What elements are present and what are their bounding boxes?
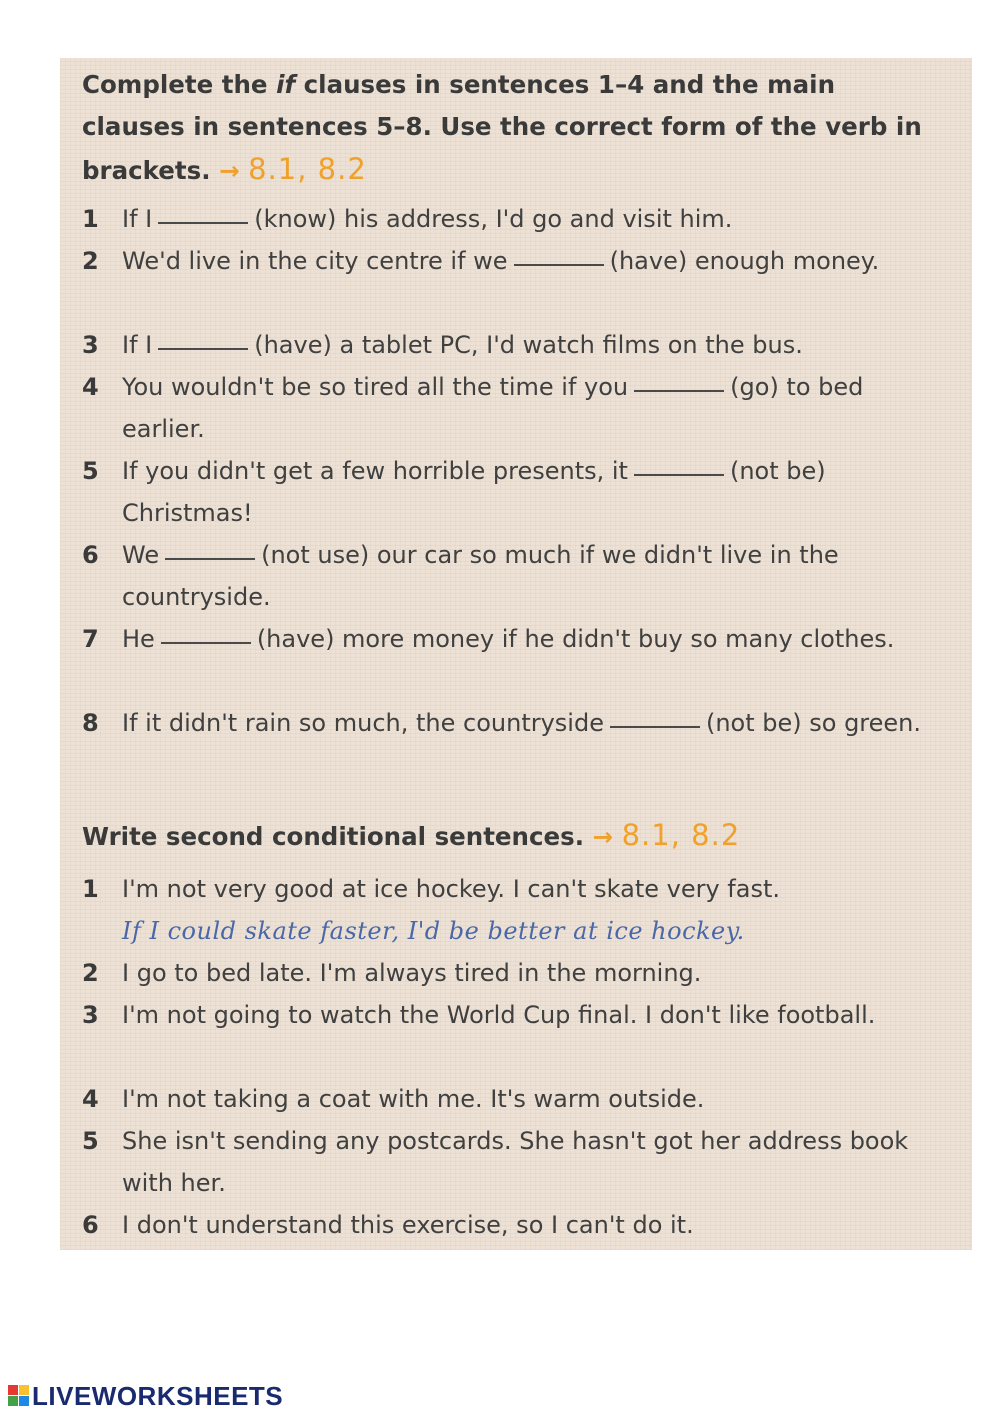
answer-blank[interactable] (634, 474, 724, 476)
answer-blank[interactable] (158, 348, 248, 350)
arrow-icon: → (592, 822, 614, 851)
answer-blank[interactable] (634, 390, 724, 392)
exercise2-instruction: Write second conditional sentences. → 8.1, 8.2 (82, 818, 741, 852)
worksheet-page: Complete the if clauses in sentences 1–4 and the main clauses in sentences 5–8. Use the correct form of the verb in brackets. → 8.1, 8.2 1 If I (know) his address, I'd go and visit him. 2 We'd live in the city centre if we (have) enough money. 3 If I (have) a tablet PC, I'd watch films on the bus. 4 You wouldn't be so tired all the time if you (go) to bed earlier. 5 If you didn't get a few horrible presents, it (not be) Christmas! 6 We (not use) our car so much if we didn't live in the countryside. 7 He (have) more money if he didn't buy so many clothes. 8 If it didn't rain so much, the countryside (not be) so green. Write second conditional sentences. → 8.1, 8.2 1 I'm not very good at ice hockey. I can't skate very fast. If I could skate faster, I'd be better at ice hockey. 2 I go to bed late. I'm always tired in the morning. 3 I'm not going to watch the World Cup final. I don't like football. 4 I'm not taking a coat with me. It's warm outside. 5 She isn't sending any postcards. She hasn't got her address book with her. 6 I don't understand this exercise, so I can't do it. (60, 58, 972, 1250)
grammar-reference: 8.1, 8.2 (248, 152, 367, 186)
brand-name: LIVEWORKSHEETS (32, 1380, 284, 1411)
answer-blank[interactable] (158, 222, 248, 224)
grammar-reference: 8.1, 8.2 (621, 818, 741, 852)
liveworksheets-logo[interactable] (8, 1380, 283, 1412)
example-answer: If I could skate faster, I'd be better at ice hockey. (122, 917, 745, 945)
answer-blank[interactable] (610, 726, 700, 728)
answer-blank[interactable] (161, 642, 251, 644)
liveworksheets-logo-icon (8, 1385, 30, 1407)
arrow-icon: → (219, 156, 240, 185)
answer-blank[interactable] (514, 264, 604, 266)
exercise1-instruction: Complete the if clauses in sentences 1–4 and the main clauses in sentences 5–8. Use the correct form of the verb in brackets. → 8.1, 8.2 (82, 70, 922, 186)
answer-blank[interactable] (165, 558, 255, 560)
